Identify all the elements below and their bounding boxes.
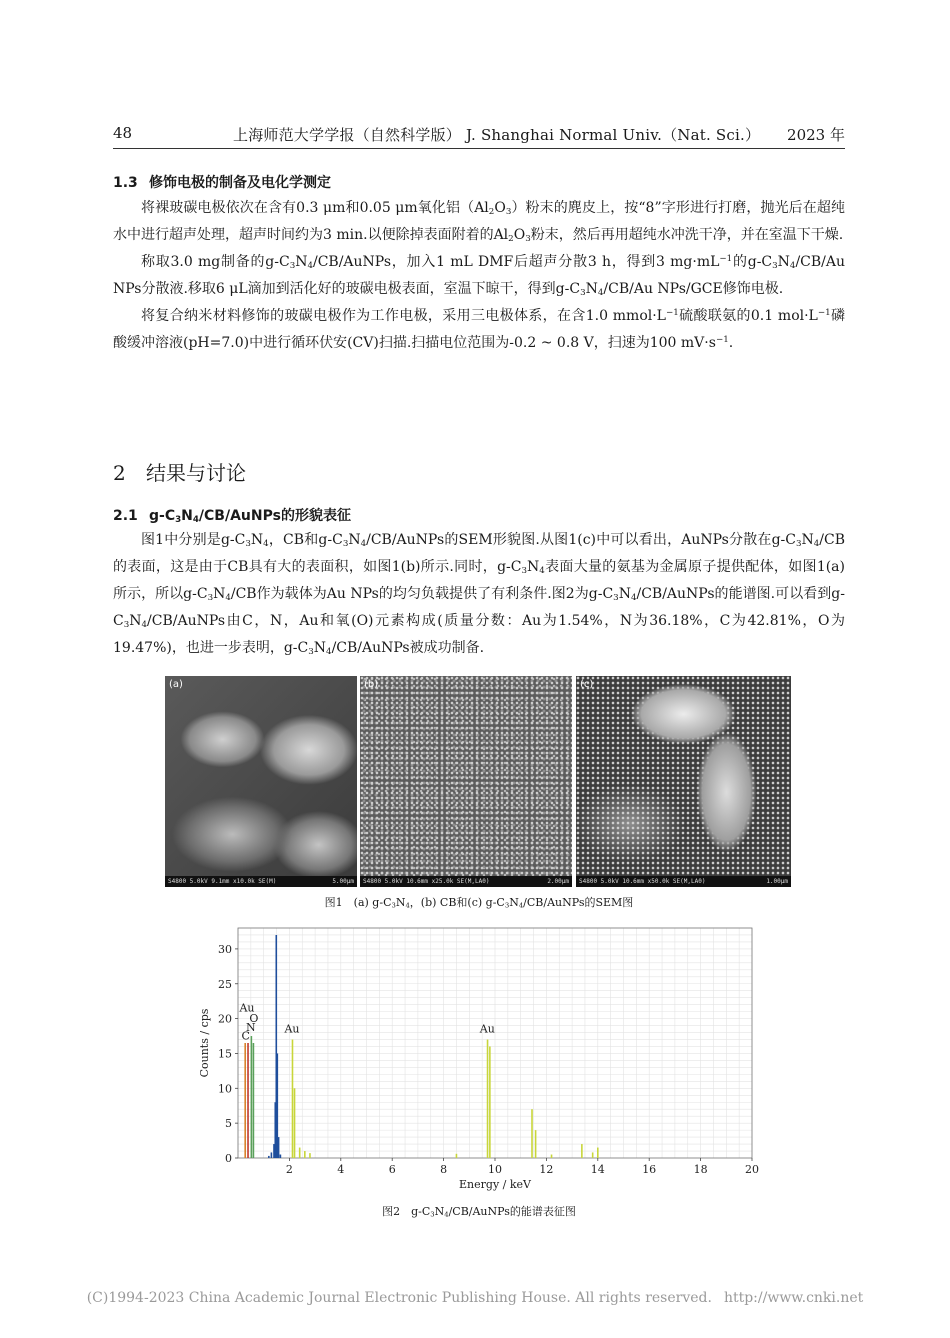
section-1-3-body — [113, 195, 845, 357]
y-tick-label: 10 — [218, 1082, 232, 1096]
sem-info-bar: S4800 5.0kV 10.6mm x25.0k SE(M,LA0) 2.00μm — [360, 876, 572, 887]
header-rule — [113, 148, 845, 149]
x-axis-label: Energy / keV — [459, 1178, 531, 1191]
y-tick-label: 5 — [225, 1117, 232, 1131]
x-tick-label: 6 — [388, 1163, 396, 1176]
section-heading-1-3: 1.3 修饰电极的制备及电化学测定 — [113, 175, 331, 191]
section-heading-2: 2 结果与讨论 — [113, 461, 246, 485]
x-tick-label: 8 — [440, 1163, 448, 1176]
x-tick-label: 12 — [539, 1163, 554, 1176]
paragraph: 称取3.0 mg制备的$g-C_3N_4/CB$/AuNPs，加入1 mL DMF后超声分散3 h，得到3 $mg\cdot mL^{-1}$的$g-C_3N_4/CB/Au$ NPs分散液.移取6 μL滴加到活化好的玻碳电极表面，室温下晾干，得到$g-C_3N_4/CB/Au$ NPs/GCE修饰电极. — [113, 254, 846, 299]
paragraph: 图1中分别是$g-C_3N_4$，CB和$g-C_3N_4/CB$/AuNPs的SEM形貌图.从图1(c)中可以看出，AuNPs分散在$g-C_3N_4/CB$的表面，这是由于CB具有大的表面积，如图1(b)所示.同时，$g-C_3N_4$表面大量的氨基为金属原子提供配体，如图1(a)所示，所以$g-C_3N_4/CB$作为载体为Au NPs的均匀负载提供了有利条件.图2为$g-C_3N_4/CB$/AuNPs的能谱图.可以看到$g-C_3N_4/CB$/AuNPs由C，N，Au和氧(O)元素构成(质量分数：Au为1.54%，N为36.18%，C为42.81%，O为19.47%)，也进一步表明，$g-C_3N_4/CB$/AuNPs被成功制备. — [113, 532, 846, 658]
publication-year: 2023 年 — [787, 126, 845, 144]
sem-info-bar: S4800 5.0kV 10.6mm x50.0k SE(M,LA0) 1.00μm — [576, 876, 791, 887]
running-header — [113, 124, 845, 150]
x-tick-label: 18 — [693, 1163, 708, 1176]
peak-annotation: Au — [479, 1022, 495, 1036]
y-tick-label: 15 — [218, 1047, 232, 1061]
sem-image-a: (a) S4800 5.0kV 9.1mm x10.0k SE(M) 5.00μm — [165, 676, 357, 887]
y-tick-label: 30 — [218, 942, 232, 956]
section-2-1-body — [113, 527, 845, 662]
page-number: 48 — [113, 124, 133, 142]
x-tick-label: 20 — [745, 1163, 759, 1176]
peak-annotation: N — [246, 1021, 256, 1035]
section-heading-2-1: 2.1 $g-C_3N_4/CB$/AuNPs的形貌表征 — [113, 508, 351, 526]
y-tick-label: 20 — [218, 1012, 232, 1026]
x-tick-label: 2 — [285, 1163, 293, 1176]
figure-2-caption: 图2 $g-C_3N_4/CB$/AuNPs的能谱表征图 — [382, 1205, 576, 1219]
x-tick-label: 10 — [488, 1163, 502, 1176]
journal-title: 上海师范大学学报（自然科学版） J. Shanghai Normal Univ.（Nat. Sci.） — [233, 126, 761, 144]
peak-annotation: Au — [239, 1001, 255, 1015]
sem-image-c: (c) S4800 5.0kV 10.6mm x50.0k SE(M,LA0) 1.00μm — [576, 676, 791, 887]
figure-1-caption: 图1 (a) $g-C_3N_4$，(b) CB和(c) $g-C_3N_4/CB$/AuNPs的SEM图 — [324, 896, 634, 910]
y-axis-label: Counts / cps — [198, 1008, 211, 1078]
sem-info-bar: S4800 5.0kV 9.1mm x10.0k SE(M) 5.00μm — [165, 876, 357, 887]
peak-annotation: O — [249, 1012, 259, 1026]
copyright-footer: (C)1994-2023 China Academic Journal Electronic Publishing House. All rights reserved. http://www.cnki.net — [86, 1290, 864, 1306]
paragraph: 将裸玻碳电极依次在含有0.3 μm和0.05 μm氧化铝$(Al_2O_3)$粉末的麂皮上，按“8”字形进行打磨，抛光后在超纯水中进行超声处理，超声时间约为3 min.以便除掉表面附着的$Al_2O_3$粉末，然后再用超纯水冲洗干净，并在室温下干燥. — [113, 200, 845, 245]
y-tick-label: 25 — [218, 977, 232, 991]
sem-image-b: (b) S4800 5.0kV 10.6mm x25.0k SE(M,LA0) 2.00μm — [360, 676, 572, 887]
paragraph: 将复合纳米材料修饰的玻碳电极作为工作电极，采用三电极体系，在含1.0 $mmol\cdot L^{-1}$硫酸联氨的0.1 $mol\cdot L^{-1}$磷酸缓冲溶液(pH=7.0)中进行循环伏安(CV)扫描.扫描电位范围为-0.2 ~ 0.8 V，扫速为100 $mV\cdot s^{-1}$. — [113, 308, 846, 351]
x-tick-label: 14 — [590, 1163, 605, 1176]
peak-annotation: C — [241, 1029, 250, 1043]
peak-annotation: Au — [284, 1022, 300, 1036]
x-tick-label: 16 — [642, 1163, 657, 1176]
y-tick-label: 0 — [225, 1152, 232, 1165]
x-tick-label: 4 — [337, 1163, 345, 1176]
eds-spectrum-chart — [190, 918, 770, 1198]
